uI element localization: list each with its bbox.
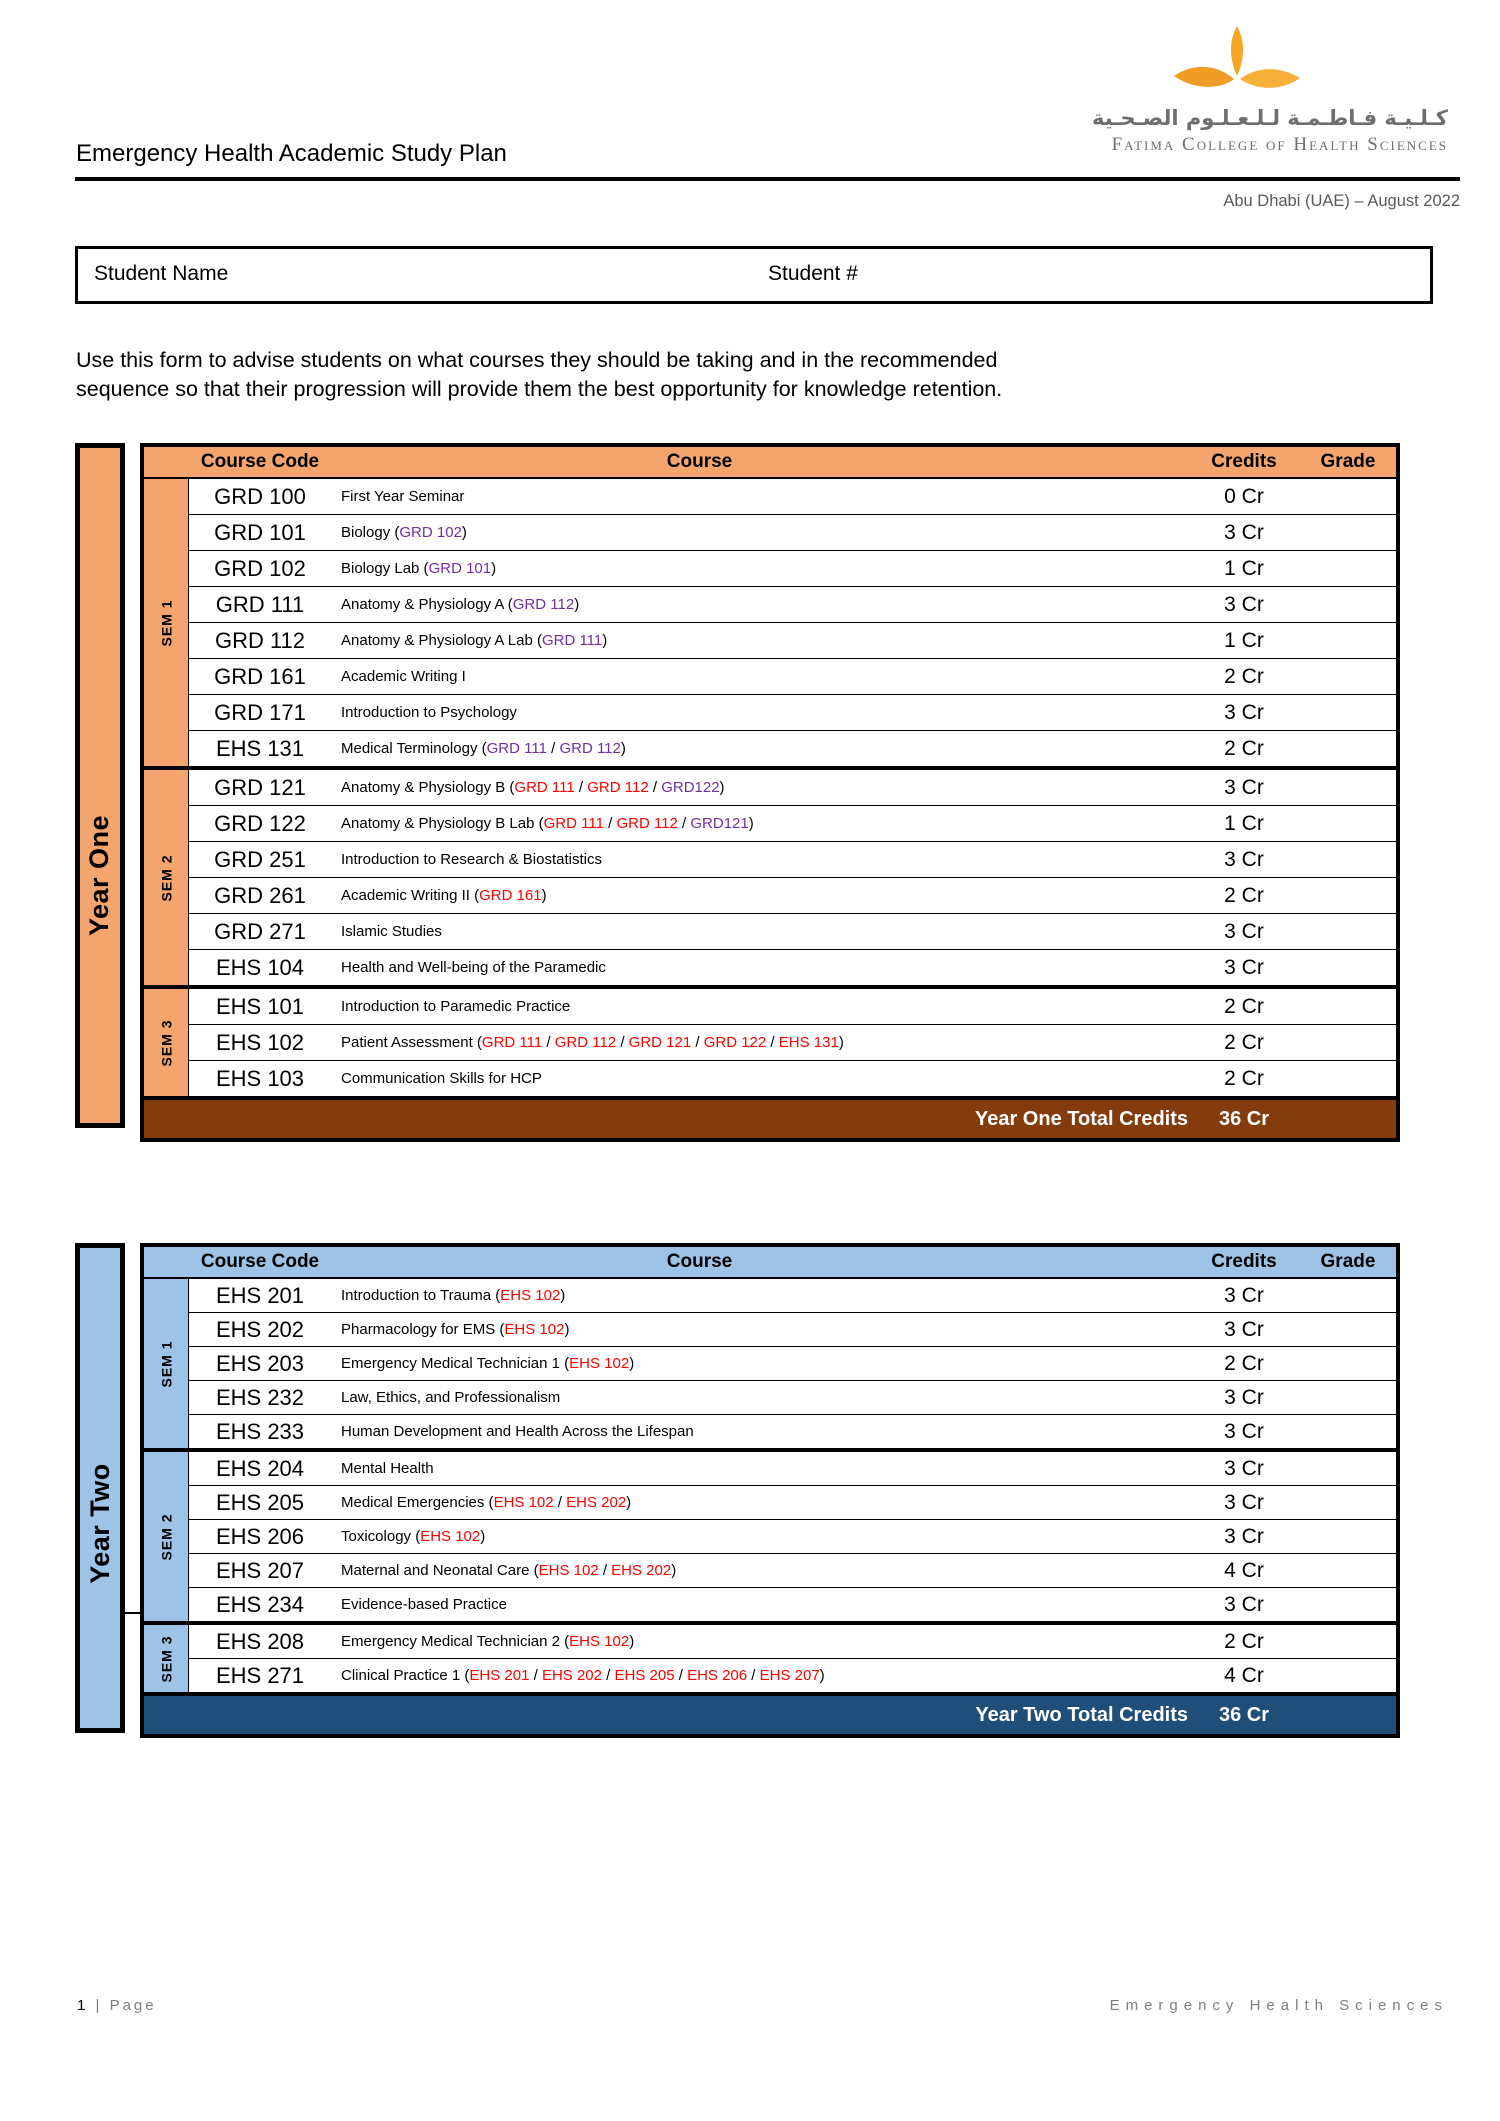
prerequisite-code: GRD 112 bbox=[587, 779, 649, 796]
course-name-text: Anatomy & Physiology B Lab ( bbox=[341, 815, 544, 832]
course-credits-cell: 4 Cr bbox=[1224, 1663, 1264, 1687]
course-code-cell: GRD 122 bbox=[214, 810, 306, 836]
prerequisite-code: GRD 111 bbox=[514, 779, 575, 796]
prerequisite-code: GRD 122 bbox=[703, 1034, 767, 1051]
year-one-table bbox=[140, 443, 1400, 1142]
course-name-text: Human Development and Health Across the Lifespan bbox=[341, 1423, 694, 1440]
course-name-text: First Year Seminar bbox=[341, 488, 465, 505]
college-name: Fatima College of Health Sciences bbox=[1111, 134, 1448, 155]
course-name-text: ) bbox=[819, 1667, 825, 1684]
course-row bbox=[189, 1279, 1396, 1313]
prerequisite-code: GRD121 bbox=[690, 815, 749, 832]
header-credits: Credits bbox=[1211, 1251, 1277, 1272]
course-name-text: / bbox=[553, 1494, 567, 1511]
course-code-cell: GRD 100 bbox=[214, 483, 306, 509]
course-credits-cell: 3 Cr bbox=[1224, 847, 1264, 871]
course-credits-cell: 1 Cr bbox=[1224, 628, 1264, 652]
semester-label-cell bbox=[144, 1625, 189, 1692]
prerequisite-code: GRD 111 bbox=[541, 632, 603, 649]
footer-program-name: Emergency Health Sciences bbox=[1109, 1997, 1448, 2014]
semester-rows bbox=[189, 989, 1396, 1096]
header-course-code: Course Code bbox=[200, 451, 320, 472]
semester-block bbox=[144, 985, 1396, 1096]
course-code-cell: GRD 121 bbox=[214, 774, 306, 800]
prerequisite-code: EHS 206 bbox=[687, 1667, 748, 1684]
course-name-cell bbox=[331, 488, 1188, 505]
year-two-connector-line bbox=[122, 1612, 142, 1614]
semester-rows bbox=[189, 770, 1396, 985]
course-name-text: Anatomy & Physiology B ( bbox=[341, 779, 515, 796]
semester-block bbox=[144, 1448, 1396, 1621]
course-name-text: Law, Ethics, and Professionalism bbox=[341, 1389, 561, 1406]
course-code-cell: EHS 233 bbox=[215, 1418, 305, 1444]
prerequisite-code: GRD 111 bbox=[543, 815, 604, 832]
college-name-arabic: كـلـيـة فـاطـمـة لـلـعـلـوم الصـحـية bbox=[1091, 106, 1448, 130]
prerequisite-code: EHS 102 bbox=[500, 1287, 561, 1304]
course-name-cell bbox=[331, 1528, 1188, 1545]
course-name-cell bbox=[331, 1355, 1188, 1372]
semester-label: SEM 2 bbox=[158, 1512, 175, 1561]
course-name-cell bbox=[331, 596, 1188, 613]
course-name-cell bbox=[331, 959, 1188, 976]
course-row bbox=[189, 659, 1396, 695]
prerequisite-code: EHS 102 bbox=[420, 1528, 481, 1545]
course-name-text: ) bbox=[620, 740, 626, 757]
course-name-text: ) bbox=[480, 1528, 486, 1545]
course-name-text: Biology ( bbox=[341, 524, 400, 541]
prerequisite-code: GRD 111 bbox=[486, 740, 547, 757]
course-code-cell: EHS 203 bbox=[215, 1350, 305, 1376]
course-credits-cell: 2 Cr bbox=[1224, 994, 1264, 1018]
prerequisite-code: EHS 202 bbox=[611, 1562, 672, 1579]
semester-label: SEM 2 bbox=[158, 853, 175, 902]
course-row bbox=[189, 770, 1396, 806]
course-name-cell bbox=[331, 887, 1188, 904]
course-name-text: / bbox=[601, 1667, 615, 1684]
course-code-cell: GRD 161 bbox=[214, 663, 306, 689]
course-name-text: Islamic Studies bbox=[341, 923, 442, 940]
course-code-cell: EHS 234 bbox=[215, 1591, 305, 1617]
course-name-text: ) bbox=[574, 596, 580, 613]
course-name-cell bbox=[331, 740, 1188, 757]
course-row bbox=[189, 731, 1396, 766]
course-name-text: Introduction to Psychology bbox=[341, 704, 517, 721]
course-credits-cell: 3 Cr bbox=[1224, 520, 1264, 544]
course-credits-cell: 3 Cr bbox=[1224, 700, 1264, 724]
course-name-cell bbox=[331, 1494, 1188, 1511]
header-grade: Grade bbox=[1320, 1251, 1376, 1272]
course-code-cell: EHS 206 bbox=[215, 1523, 305, 1549]
course-code-cell: EHS 131 bbox=[215, 735, 305, 761]
course-row bbox=[189, 515, 1396, 551]
course-credits-cell: 2 Cr bbox=[1224, 664, 1264, 688]
course-code-cell: EHS 102 bbox=[215, 1029, 305, 1055]
course-row bbox=[189, 1061, 1396, 1096]
year-total-row bbox=[144, 1096, 1396, 1138]
course-credits-cell: 3 Cr bbox=[1224, 1385, 1264, 1409]
course-name-text: ) bbox=[602, 632, 608, 649]
date-line: Abu Dhabi (UAE) – August 2022 bbox=[1223, 192, 1460, 210]
course-name-text: ) bbox=[461, 524, 467, 541]
course-name-cell bbox=[331, 998, 1188, 1015]
course-code-cell: EHS 104 bbox=[215, 954, 305, 980]
prerequisite-code: GRD 112 bbox=[616, 815, 678, 832]
course-name-cell bbox=[331, 1596, 1188, 1613]
semester-label-cell bbox=[144, 479, 189, 766]
course-name-text: / bbox=[546, 740, 560, 757]
semester-label-cell bbox=[144, 1279, 189, 1448]
course-row bbox=[189, 1415, 1396, 1448]
course-credits-cell: 2 Cr bbox=[1224, 1066, 1264, 1090]
prerequisite-code: EHS 201 bbox=[469, 1667, 530, 1684]
course-name-text: Introduction to Trauma ( bbox=[341, 1287, 501, 1304]
prerequisite-code: EHS 131 bbox=[778, 1034, 839, 1051]
course-credits-cell: 2 Cr bbox=[1224, 1030, 1264, 1054]
student-number-label: Student # bbox=[768, 262, 858, 285]
course-name-text: ) bbox=[560, 1287, 566, 1304]
course-code-cell: EHS 232 bbox=[215, 1384, 305, 1410]
course-credits-cell: 3 Cr bbox=[1224, 1317, 1264, 1341]
course-name-text: Toxicology ( bbox=[341, 1528, 421, 1545]
course-credits-cell: 3 Cr bbox=[1224, 1456, 1264, 1480]
semester-label: SEM 1 bbox=[158, 598, 175, 647]
course-code-cell: GRD 251 bbox=[214, 846, 306, 872]
course-name-text: ) bbox=[838, 1034, 844, 1051]
course-row bbox=[189, 1520, 1396, 1554]
course-name-text: / bbox=[542, 1034, 555, 1051]
course-name-text: / bbox=[674, 1667, 688, 1684]
course-name-text: Academic Writing II ( bbox=[341, 887, 480, 904]
page-number: 1 | Page bbox=[77, 1997, 157, 2014]
course-name-cell bbox=[331, 1562, 1188, 1579]
header-course: Course bbox=[666, 1251, 733, 1272]
course-credits-cell: 4 Cr bbox=[1224, 1558, 1264, 1582]
course-name-text: / bbox=[616, 1034, 629, 1051]
year-one-bar bbox=[75, 443, 125, 1128]
course-name-cell bbox=[331, 1287, 1188, 1304]
course-code-cell: GRD 111 bbox=[215, 591, 305, 617]
student-info-box bbox=[75, 246, 1433, 304]
prerequisite-code: EHS 102 bbox=[504, 1321, 565, 1338]
course-row bbox=[189, 806, 1396, 842]
course-credits-cell: 3 Cr bbox=[1224, 1419, 1264, 1443]
semester-rows bbox=[189, 1452, 1396, 1621]
course-name-cell bbox=[331, 1070, 1188, 1087]
course-name-text: ) bbox=[719, 779, 725, 796]
course-code-cell: GRD 171 bbox=[214, 699, 306, 725]
course-name-cell bbox=[331, 815, 1188, 832]
course-name-text: ) bbox=[629, 1633, 635, 1650]
course-row bbox=[189, 1313, 1396, 1347]
header-credits: Credits bbox=[1211, 451, 1277, 472]
semester-block bbox=[144, 766, 1396, 985]
course-name-text: / bbox=[766, 1034, 779, 1051]
course-row bbox=[189, 1381, 1396, 1415]
prerequisite-code: EHS 202 bbox=[566, 1494, 627, 1511]
college-logo-icon bbox=[1162, 24, 1312, 108]
course-name-text: Mental Health bbox=[341, 1460, 434, 1477]
course-name-cell bbox=[331, 851, 1188, 868]
table-header-row bbox=[144, 447, 1396, 479]
page-title: Emergency Health Academic Study Plan bbox=[76, 140, 507, 167]
course-row bbox=[189, 878, 1396, 914]
course-name-text: ) bbox=[491, 560, 497, 577]
prerequisite-code: GRD 101 bbox=[428, 560, 492, 577]
course-code-cell: GRD 101 bbox=[214, 519, 306, 545]
prerequisite-code: GRD122 bbox=[661, 779, 720, 796]
title-divider bbox=[75, 177, 1460, 181]
table-header-row bbox=[144, 1247, 1396, 1279]
year-total-credits: 36 Cr bbox=[1218, 1703, 1270, 1726]
course-code-cell: GRD 112 bbox=[214, 627, 306, 653]
course-name-text: Anatomy & Physiology A ( bbox=[341, 596, 513, 613]
course-name-cell bbox=[331, 524, 1188, 541]
year-two-label: Year Two bbox=[84, 1462, 115, 1584]
course-name-cell bbox=[331, 560, 1188, 577]
course-credits-cell: 2 Cr bbox=[1224, 1629, 1264, 1653]
course-name-text: Maternal and Neonatal Care ( bbox=[341, 1562, 539, 1579]
course-name-text: Communication Skills for HCP bbox=[341, 1070, 542, 1087]
course-name-text: Introduction to Paramedic Practice bbox=[341, 998, 571, 1015]
course-row bbox=[189, 587, 1396, 623]
course-code-cell: GRD 102 bbox=[214, 555, 306, 581]
course-row bbox=[189, 1486, 1396, 1520]
course-row bbox=[189, 989, 1396, 1025]
course-code-cell: EHS 204 bbox=[215, 1455, 305, 1481]
course-name-cell bbox=[331, 923, 1188, 940]
course-name-text: Medical Terminology ( bbox=[341, 740, 487, 757]
course-name-text: ) bbox=[541, 887, 547, 904]
year-total-label: Year Two Total Credits bbox=[975, 1703, 1188, 1726]
course-name-text: Pharmacology for EMS ( bbox=[341, 1321, 505, 1338]
prerequisite-code: GRD 112 bbox=[512, 596, 575, 613]
course-code-cell: EHS 101 bbox=[215, 993, 305, 1019]
prerequisite-code: GRD 121 bbox=[628, 1034, 692, 1051]
semester-rows bbox=[189, 1625, 1396, 1692]
course-name-cell bbox=[331, 1389, 1188, 1406]
semester-block bbox=[144, 1279, 1396, 1448]
course-code-cell: EHS 271 bbox=[215, 1662, 305, 1688]
course-name-cell bbox=[331, 632, 1188, 649]
course-credits-cell: 2 Cr bbox=[1224, 1351, 1264, 1375]
course-row bbox=[189, 695, 1396, 731]
semester-block bbox=[144, 1621, 1396, 1692]
course-name-text: / bbox=[677, 815, 691, 832]
student-name-label: Student Name bbox=[94, 262, 229, 285]
course-credits-cell: 3 Cr bbox=[1224, 955, 1264, 979]
course-row bbox=[189, 1452, 1396, 1486]
course-name-text: Academic Writing I bbox=[341, 668, 466, 685]
course-name-text: / bbox=[691, 1034, 704, 1051]
prerequisite-code: EHS 202 bbox=[541, 1667, 602, 1684]
course-row bbox=[189, 1025, 1396, 1061]
year-two-bar bbox=[75, 1243, 125, 1733]
course-credits-cell: 1 Cr bbox=[1224, 811, 1264, 835]
course-credits-cell: 3 Cr bbox=[1224, 1490, 1264, 1514]
semester-label-cell bbox=[144, 989, 189, 1096]
prerequisite-code: EHS 207 bbox=[759, 1667, 820, 1684]
prerequisite-code: GRD 112 bbox=[554, 1034, 617, 1051]
course-name-cell bbox=[331, 1667, 1188, 1684]
course-code-cell: GRD 261 bbox=[214, 882, 306, 908]
course-code-cell: EHS 207 bbox=[215, 1557, 305, 1583]
course-name-text: Clinical Practice 1 ( bbox=[341, 1667, 470, 1684]
course-row bbox=[189, 623, 1396, 659]
course-code-cell: EHS 208 bbox=[215, 1628, 305, 1654]
course-row bbox=[189, 1659, 1396, 1692]
course-name-text: / bbox=[529, 1667, 542, 1684]
course-credits-cell: 3 Cr bbox=[1224, 1524, 1264, 1548]
course-name-cell bbox=[331, 704, 1188, 721]
course-name-text: Anatomy & Physiology A Lab ( bbox=[341, 632, 542, 649]
prerequisite-code: EHS 102 bbox=[493, 1494, 554, 1511]
course-code-cell: EHS 201 bbox=[215, 1282, 305, 1308]
course-name-text: / bbox=[574, 779, 588, 796]
semester-label: SEM 3 bbox=[158, 1634, 175, 1683]
course-credits-cell: 0 Cr bbox=[1224, 484, 1264, 508]
course-credits-cell: 3 Cr bbox=[1224, 775, 1264, 799]
semester-block bbox=[144, 479, 1396, 766]
course-name-text: / bbox=[598, 1562, 612, 1579]
semester-rows bbox=[189, 479, 1396, 766]
prerequisite-code: EHS 102 bbox=[569, 1633, 630, 1650]
course-name-text: ) bbox=[626, 1494, 632, 1511]
semester-rows bbox=[189, 1279, 1396, 1448]
year-total-credits: 36 Cr bbox=[1218, 1107, 1270, 1130]
course-name-cell bbox=[331, 1633, 1188, 1650]
course-code-cell: EHS 103 bbox=[215, 1065, 305, 1091]
course-name-text: / bbox=[747, 1667, 760, 1684]
course-code-cell: GRD 271 bbox=[214, 918, 306, 944]
prerequisite-code: GRD 161 bbox=[479, 887, 542, 904]
semester-label-cell bbox=[144, 1452, 189, 1621]
course-name-text: ) bbox=[748, 815, 754, 832]
course-row bbox=[189, 1347, 1396, 1381]
course-name-text: Medical Emergencies ( bbox=[341, 1494, 494, 1511]
course-name-text: ) bbox=[564, 1321, 570, 1338]
course-name-cell bbox=[331, 1460, 1188, 1477]
course-name-text: Health and Well-being of the Paramedic bbox=[341, 959, 606, 976]
course-row bbox=[189, 1588, 1396, 1621]
course-code-cell: EHS 202 bbox=[215, 1316, 305, 1342]
course-credits-cell: 3 Cr bbox=[1224, 1283, 1264, 1307]
course-credits-cell: 1 Cr bbox=[1224, 556, 1264, 580]
course-row bbox=[189, 479, 1396, 515]
semester-label: SEM 3 bbox=[158, 1018, 175, 1067]
course-name-text: Emergency Medical Technician 2 ( bbox=[341, 1633, 570, 1650]
course-credits-cell: 3 Cr bbox=[1224, 919, 1264, 943]
course-name-text: ) bbox=[671, 1562, 677, 1579]
course-name-cell bbox=[331, 779, 1188, 796]
prerequisite-code: GRD 102 bbox=[399, 524, 462, 541]
prerequisite-code: EHS 102 bbox=[569, 1355, 630, 1372]
course-row bbox=[189, 1554, 1396, 1588]
semester-label-cell bbox=[144, 770, 189, 985]
course-name-text: Patient Assessment ( bbox=[341, 1034, 482, 1051]
year-two-table bbox=[140, 1243, 1400, 1738]
year-total-row bbox=[144, 1692, 1396, 1734]
prerequisite-code: EHS 205 bbox=[614, 1667, 675, 1684]
course-name-cell bbox=[331, 1321, 1188, 1338]
header-course-code: Course Code bbox=[200, 1251, 320, 1272]
course-name-text: / bbox=[603, 815, 617, 832]
course-credits-cell: 3 Cr bbox=[1224, 592, 1264, 616]
course-name-text: / bbox=[648, 779, 662, 796]
prerequisite-code: GRD 112 bbox=[559, 740, 621, 757]
course-credits-cell: 3 Cr bbox=[1224, 1592, 1264, 1616]
course-code-cell: EHS 205 bbox=[215, 1489, 305, 1515]
course-row bbox=[189, 1625, 1396, 1659]
course-name-text: Biology Lab ( bbox=[341, 560, 429, 577]
course-name-cell bbox=[331, 668, 1188, 685]
year-one-label: Year One bbox=[84, 814, 115, 937]
course-row bbox=[189, 950, 1396, 985]
prerequisite-code: GRD 111 bbox=[481, 1034, 543, 1051]
header-grade: Grade bbox=[1320, 451, 1376, 472]
course-name-text: Introduction to Research & Biostatistics bbox=[341, 851, 602, 868]
course-row bbox=[189, 842, 1396, 878]
year-total-label: Year One Total Credits bbox=[974, 1107, 1188, 1130]
course-name-cell bbox=[331, 1034, 1188, 1051]
header-course: Course bbox=[666, 451, 733, 472]
course-credits-cell: 2 Cr bbox=[1224, 883, 1264, 907]
course-credits-cell: 2 Cr bbox=[1224, 736, 1264, 760]
semester-label: SEM 1 bbox=[158, 1339, 175, 1388]
course-name-cell bbox=[331, 1423, 1188, 1440]
advising-instructions: Use this form to advise students on what courses they should be taking and in the recommended sequence so that their progression will provide them the best opportunity for knowledge retention. bbox=[76, 348, 1003, 402]
course-row bbox=[189, 551, 1396, 587]
prerequisite-code: EHS 102 bbox=[538, 1562, 599, 1579]
course-row bbox=[189, 914, 1396, 950]
course-name-text: Emergency Medical Technician 1 ( bbox=[341, 1355, 570, 1372]
course-name-text: ) bbox=[629, 1355, 635, 1372]
course-name-text: Evidence-based Practice bbox=[341, 1596, 507, 1613]
